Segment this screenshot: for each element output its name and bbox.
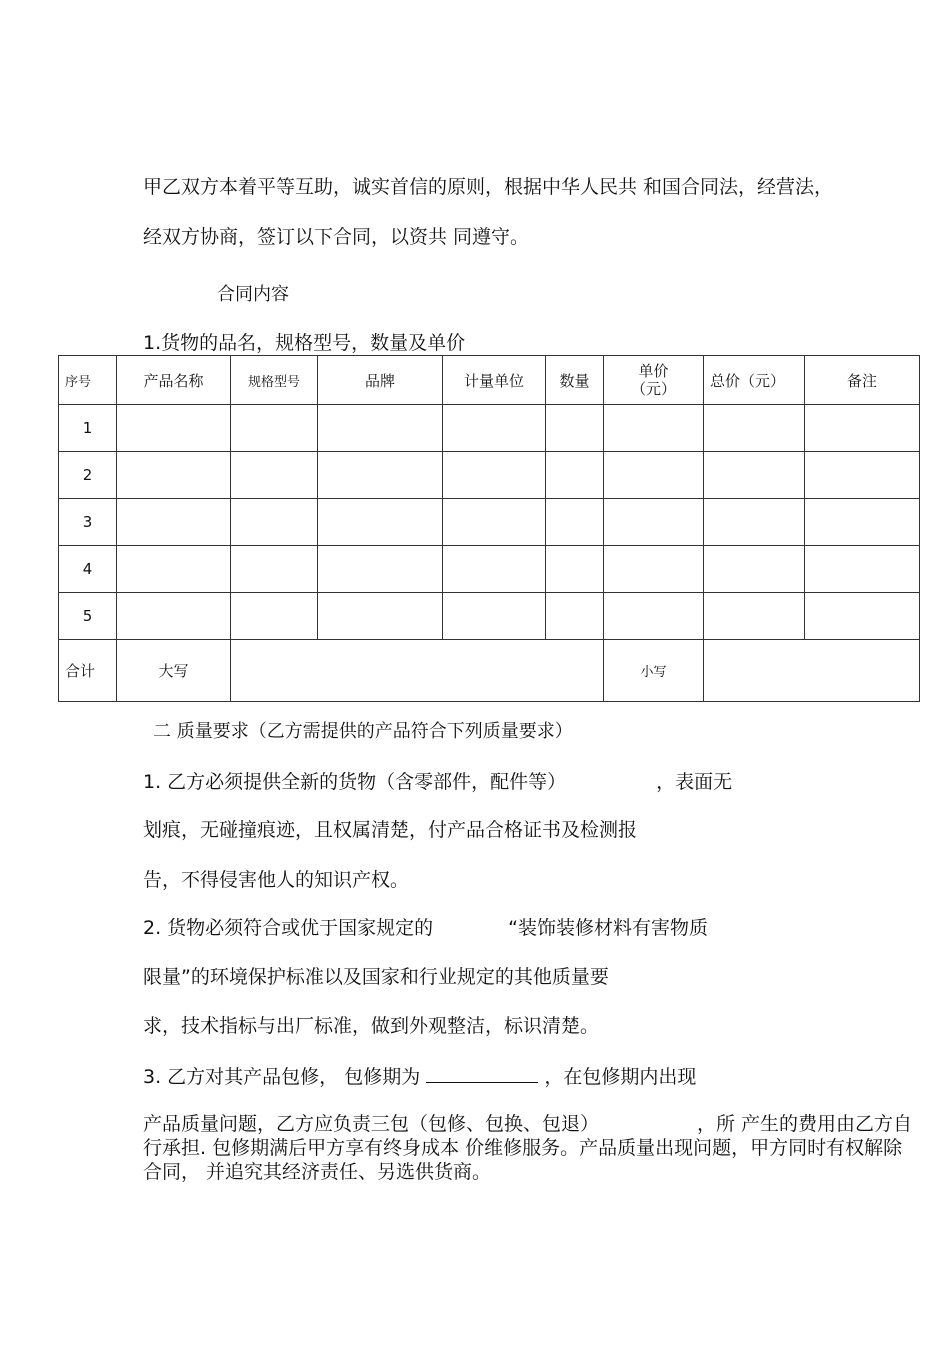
quality-p1-line1-a: 1. 乙方必须提供全新的货物（含零部件，配件等） (143, 771, 567, 793)
quality-p1-line3: 告，不得侵害他人的知识产权。 (143, 869, 410, 891)
cell-unit[interactable] (443, 499, 546, 546)
cell-total[interactable] (704, 593, 805, 640)
header-price-line1: 单价 (638, 362, 669, 380)
cell-remark[interactable] (805, 593, 920, 640)
quality-p3-line1-b: ，在包修期内出现 (544, 1066, 697, 1088)
header-price-line2: （元） (630, 380, 676, 398)
row-seq: 5 (59, 593, 117, 640)
quality-p1-line1 (143, 770, 732, 794)
row-seq: 1 (59, 405, 117, 452)
cell-brand[interactable] (318, 593, 443, 640)
header-total: 总价（元） (704, 356, 805, 405)
cell-price[interactable] (604, 593, 704, 640)
quality-p3-body-a: 产品质量问题，乙方应负责三包（包修、包换、包退） (143, 1113, 600, 1135)
table-row (59, 546, 920, 593)
intro-line-2: 经双方协商，签订以下合同，以资共 同遵守。 (143, 226, 530, 248)
cell-remark[interactable] (805, 546, 920, 593)
quality-title: 二 质量要求（乙方需提供的产品符合下列质量要求） (153, 721, 573, 742)
row-seq: 4 (59, 546, 117, 593)
table-row (59, 452, 920, 499)
goods-table (58, 355, 920, 702)
cell-spec[interactable] (231, 593, 318, 640)
cell-spec[interactable] (231, 405, 318, 452)
upper-label: 大写 (117, 640, 231, 702)
quality-p1-line2: 划痕，无碰撞痕迹，且权属清楚，付产品合格证书及检测报 (143, 819, 638, 841)
header-seq: 序号 (59, 356, 117, 405)
cell-unit[interactable] (443, 452, 546, 499)
cell-unit[interactable] (443, 593, 546, 640)
cell-name[interactable] (117, 499, 231, 546)
cell-unit[interactable] (443, 546, 546, 593)
quality-p2-line2: 限量”的环境保护标准以及国家和行业规定的其他质量要 (143, 966, 609, 988)
cell-brand[interactable] (318, 452, 443, 499)
quality-p2-line1-b: “装饰装修材料有害物质 (508, 917, 709, 939)
header-remark: 备注 (805, 356, 920, 405)
cell-name[interactable] (117, 546, 231, 593)
cell-unit[interactable] (443, 405, 546, 452)
cell-price[interactable] (604, 546, 704, 593)
item1-title: 1.货物的品名，规格型号，数量及单价 (143, 332, 466, 354)
section-title: 合同内容 (217, 284, 289, 305)
cell-remark[interactable] (805, 499, 920, 546)
quality-p3-body (143, 1112, 915, 1184)
cell-qty[interactable] (546, 499, 604, 546)
table-header-row (59, 356, 920, 405)
cell-brand[interactable] (318, 405, 443, 452)
quality-p1-line1-b: ，表面无 (656, 771, 733, 793)
cell-qty[interactable] (546, 405, 604, 452)
cell-name[interactable] (117, 452, 231, 499)
intro-line-1: 甲乙双方本着平等互助，诚实首信的原则，根据中华人民共 和国合同法，经营法， (143, 176, 834, 198)
cell-total[interactable] (704, 499, 805, 546)
upper-amount-cell[interactable] (231, 640, 604, 702)
cell-price[interactable] (604, 452, 704, 499)
cell-spec[interactable] (231, 499, 318, 546)
lower-label: 小写 (604, 640, 704, 702)
cell-price[interactable] (604, 499, 704, 546)
quality-p2-line3: 求，技术指标与出厂标准，做到外观整洁，标识清楚。 (143, 1015, 600, 1037)
header-price (604, 356, 704, 405)
header-unit: 计量单位 (443, 356, 546, 405)
cell-total[interactable] (704, 405, 805, 452)
total-label: 合计 (59, 640, 117, 702)
cell-spec[interactable] (231, 452, 318, 499)
table-row (59, 405, 920, 452)
quality-p3-line1-a: 3. 乙方对其产品包修， 包修期为 (143, 1066, 421, 1088)
cell-remark[interactable] (805, 452, 920, 499)
cell-total[interactable] (704, 546, 805, 593)
quality-p2-line1 (143, 916, 708, 940)
lower-amount-cell[interactable] (704, 640, 920, 702)
quality-p2-line1-a: 2. 货物必须符合或优于国家规定的 (143, 917, 434, 939)
cell-qty[interactable] (546, 452, 604, 499)
total-row (59, 640, 920, 702)
header-name: 产品名称 (117, 356, 231, 405)
cell-qty[interactable] (546, 546, 604, 593)
warranty-period-blank[interactable] (426, 1064, 538, 1083)
header-spec: 规格型号 (231, 356, 318, 405)
row-seq: 3 (59, 499, 117, 546)
header-brand: 品牌 (318, 356, 443, 405)
cell-brand[interactable] (318, 499, 443, 546)
cell-name[interactable] (117, 405, 231, 452)
cell-brand[interactable] (318, 546, 443, 593)
table-row (59, 593, 920, 640)
quality-p3-body-b: ，所 产生的费用由乙方自行承担. 包修期满后甲方享有终身成本 价维修服务。产品质量出现问题，甲方同时有权解除合同， 并追究其经济责任、另选供货商。 (143, 1113, 913, 1183)
cell-name[interactable] (117, 593, 231, 640)
cell-spec[interactable] (231, 546, 318, 593)
header-qty: 数量 (546, 356, 604, 405)
quality-p3-line1 (143, 1064, 696, 1089)
row-seq: 2 (59, 452, 117, 499)
cell-price[interactable] (604, 405, 704, 452)
cell-remark[interactable] (805, 405, 920, 452)
table-row (59, 499, 920, 546)
cell-total[interactable] (704, 452, 805, 499)
cell-qty[interactable] (546, 593, 604, 640)
